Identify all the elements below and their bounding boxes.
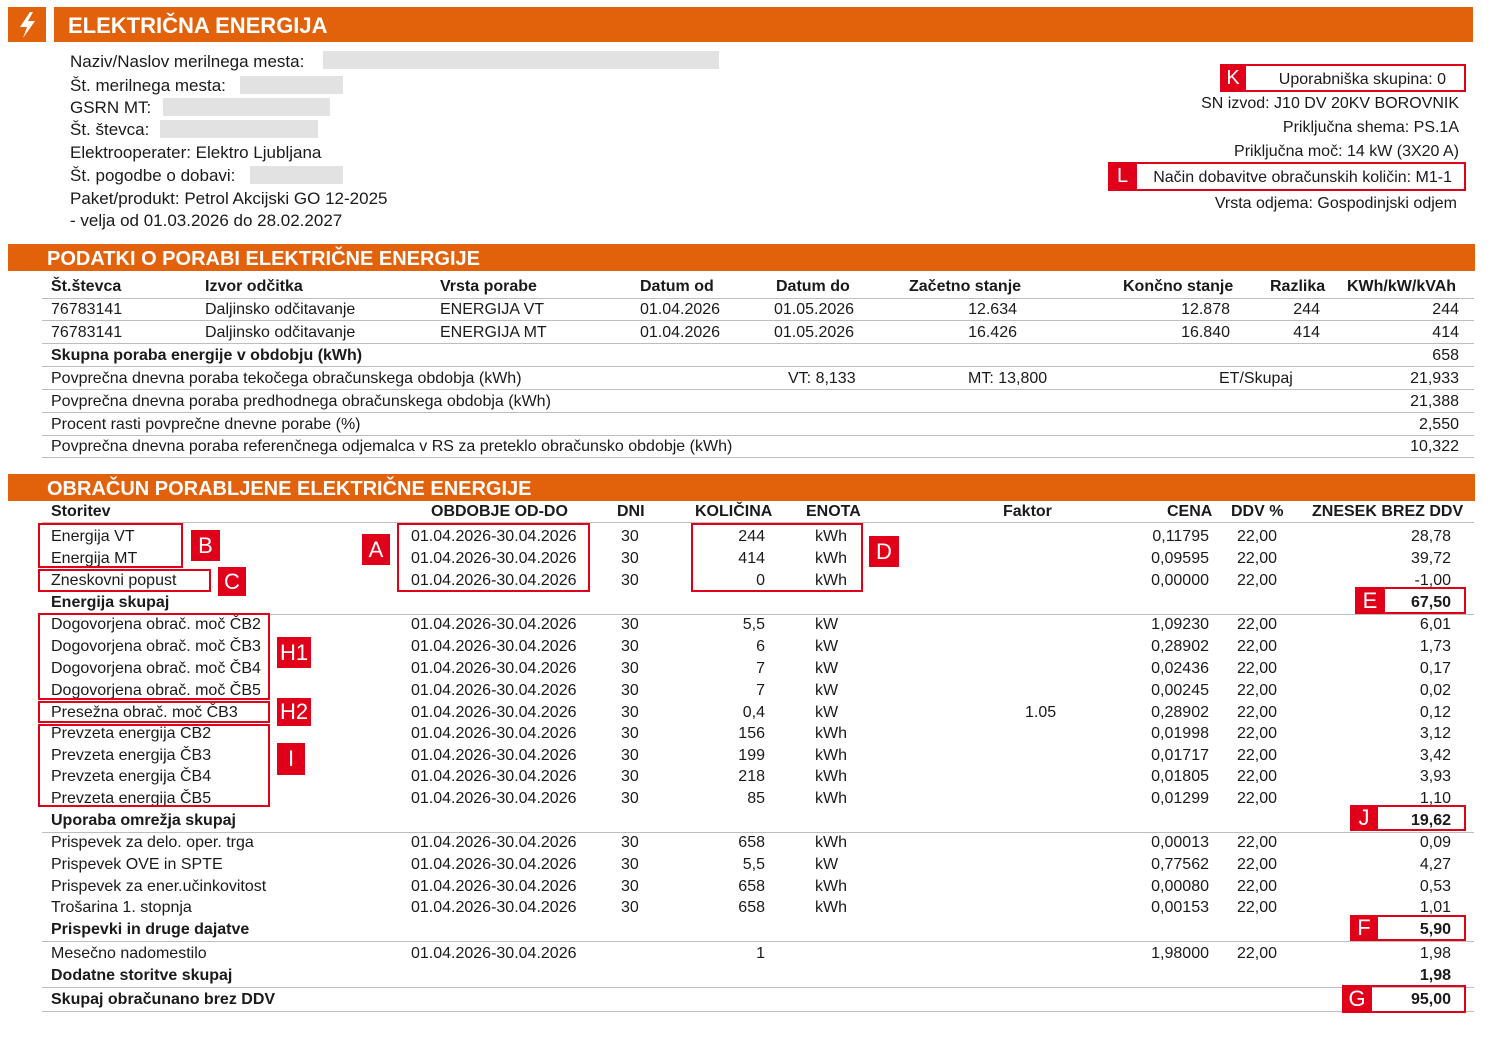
- billing-amount: 67,50: [1410, 594, 1451, 611]
- billing-service: Energija MT: [51, 550, 138, 567]
- billing-quantity: 1: [756, 945, 765, 962]
- billing-days: 30: [621, 682, 639, 699]
- end-state: 12.878: [1181, 301, 1230, 318]
- billing-unit: kW: [815, 616, 839, 633]
- col-days: DNI: [617, 503, 645, 520]
- col-reading-source: Izvor odčitka: [205, 278, 303, 295]
- billing-service: Presežna obrač. moč ČB3: [51, 704, 238, 721]
- billing-vat: 22,00: [1236, 945, 1277, 962]
- billing-amount: 28,78: [1410, 528, 1451, 545]
- billing-service: Zneskovni popust: [51, 572, 177, 589]
- billing-price: 0,00000: [1151, 572, 1209, 589]
- billing-period: 01.04.2026-30.04.2026: [411, 638, 577, 655]
- billing-amount: 1,01: [1419, 899, 1451, 916]
- customer-address-label: Naziv/Naslov merilnega mesta:: [70, 52, 305, 71]
- col-quantity: KOLIČINA: [695, 503, 773, 520]
- billing-amount: 1,10: [1419, 790, 1451, 807]
- highlight-a: [397, 523, 590, 592]
- billing-vat: 22,00: [1236, 682, 1277, 699]
- billing-vat: 22,00: [1236, 768, 1277, 785]
- billing-price: 0,77562: [1151, 856, 1209, 873]
- billing-quantity: 85: [747, 790, 765, 807]
- billing-period: 01.04.2026-30.04.2026: [411, 834, 577, 851]
- billing-amount: 0,17: [1419, 660, 1451, 677]
- billing-unit: kWh: [815, 725, 847, 742]
- page-title-bar: [54, 7, 1473, 42]
- billing-unit: kW: [815, 682, 839, 699]
- billing-vat: 22,00: [1236, 616, 1277, 633]
- billing-days: 30: [621, 616, 639, 633]
- billing-price: 1,98000: [1151, 945, 1209, 962]
- billing-service: Dogovorjena obrač. moč ČB3: [51, 638, 261, 655]
- billing-amount: 0,09: [1419, 834, 1451, 851]
- billing-vat: 22,00: [1236, 899, 1277, 916]
- divider: [42, 435, 1474, 436]
- billing-price: 0,02436: [1151, 660, 1209, 677]
- billing-service: Energija skupaj: [51, 594, 170, 611]
- billing-quantity: 7: [756, 660, 765, 677]
- billing-unit: kWh: [815, 572, 847, 589]
- date-to: 01.05.2026: [774, 324, 855, 341]
- billing-quantity: 0,4: [742, 704, 765, 721]
- billing-amount: 1,98: [1419, 967, 1451, 984]
- billing-vat: 22,00: [1236, 856, 1277, 873]
- billing-quantity: 199: [738, 747, 765, 764]
- billing-price: 0,01717: [1151, 747, 1209, 764]
- tag-d: D: [869, 536, 899, 567]
- redacted-meter-number: [160, 120, 318, 138]
- billing-amount: 39,72: [1410, 550, 1451, 567]
- billing-vat: 22,00: [1236, 747, 1277, 764]
- billing-price: 0,00080: [1151, 878, 1209, 895]
- sn-feeder-value: SN izvod: J10 DV 20KV BOROVNIK: [1201, 95, 1459, 112]
- avg-prev-value: 21,388: [1410, 393, 1459, 410]
- highlight-l: [1108, 162, 1466, 191]
- billing-service: Prevzeta energija ČB3: [51, 747, 212, 764]
- end-state: 16.840: [1181, 324, 1230, 341]
- redacted-contract-number: [250, 166, 343, 184]
- billing-vat: 22,00: [1236, 528, 1277, 545]
- total-consumption-label: Skupna poraba energije v obdobju (kWh): [51, 347, 363, 364]
- billing-unit: kW: [815, 856, 839, 873]
- billing-unit: kWh: [815, 747, 847, 764]
- billing-service: Prispevek OVE in SPTE: [51, 856, 223, 873]
- billing-vat: 22,00: [1236, 550, 1277, 567]
- start-state: 12.634: [968, 301, 1017, 318]
- col-amount: ZNESEK BREZ DDV: [1312, 503, 1464, 520]
- divider: [42, 941, 1474, 942]
- billing-period: 01.04.2026-30.04.2026: [411, 878, 577, 895]
- total-consumption-value: 658: [1432, 347, 1459, 364]
- billing-price: 0,00153: [1151, 899, 1209, 916]
- operator-label: Elektrooperater: Elektro Ljubljana: [70, 143, 322, 162]
- difference: 414: [1293, 324, 1320, 341]
- divider: [42, 1011, 1474, 1012]
- billing-period: 01.04.2026-30.04.2026: [411, 899, 577, 916]
- col-consumption-type: Vrsta porabe: [440, 278, 537, 295]
- consumption-type: ENERGIJA VT: [440, 301, 545, 318]
- redacted-gsrn: [163, 98, 330, 116]
- billing-service: Dogovorjena obrač. moč ČB5: [51, 682, 261, 699]
- billing-amount: 3,93: [1419, 768, 1451, 785]
- billing-unit: kWh: [815, 834, 847, 851]
- billing-quantity: 658: [738, 899, 765, 916]
- growth-label: Procent rasti povprečne dnevne porabe (%): [51, 416, 361, 433]
- col-difference: Razlika: [1270, 278, 1326, 295]
- billing-days: 30: [621, 878, 639, 895]
- billing-quantity: 0: [756, 572, 765, 589]
- billing-days: 30: [621, 834, 639, 851]
- validity-label: - velja od 01.03.2026 do 28.02.2027: [70, 211, 343, 230]
- tag-e: E: [1355, 587, 1385, 614]
- highlight-k: [1220, 64, 1466, 92]
- contract-number-label: Št. pogodbe o dobavi:: [70, 166, 236, 185]
- redacted-metering-point: [240, 76, 343, 94]
- billing-unit: kWh: [815, 899, 847, 916]
- user-group-value: Uporabniška skupina: 0: [1278, 71, 1446, 88]
- billing-vat: 22,00: [1236, 725, 1277, 742]
- billing-amount: 1,98: [1419, 945, 1451, 962]
- lightning-icon: [8, 7, 46, 42]
- billing-quantity: 156: [738, 725, 765, 742]
- billing-unit: kWh: [815, 790, 847, 807]
- consumption-type-value: Vrsta odjema: Gospodinjski odjem: [1214, 195, 1457, 212]
- redacted-address: [323, 51, 719, 69]
- billing-price: 1,09230: [1151, 616, 1209, 633]
- billing-days: 30: [621, 704, 639, 721]
- avg-mt: MT: 13,800: [968, 370, 1048, 387]
- billing-days: 30: [621, 856, 639, 873]
- tag-j: J: [1350, 805, 1378, 831]
- highlight-d: [691, 523, 863, 592]
- highlight-i: [38, 724, 270, 807]
- reference-label: Povprečna dnevna poraba referenčnega odjemalca v RS za preteklo obračunsko obdobje (kWh): [51, 438, 733, 455]
- billing-amount: 6,01: [1419, 616, 1451, 633]
- billing-unit: kW: [815, 704, 839, 721]
- tag-g: G: [1342, 985, 1372, 1013]
- billing-period: 01.04.2026-30.04.2026: [411, 790, 577, 807]
- billing-vat: 22,00: [1236, 660, 1277, 677]
- highlight-h1: [38, 613, 270, 700]
- billing-vat: 22,00: [1236, 834, 1277, 851]
- col-vat: DDV %: [1231, 503, 1284, 520]
- billing-quantity: 7: [756, 682, 765, 699]
- billing-amount: 3,42: [1419, 747, 1451, 764]
- billing-period: 01.04.2026-30.04.2026: [411, 856, 577, 873]
- billing-amount: 95,00: [1410, 991, 1451, 1008]
- billing-service: Mesečno nadomestilo: [51, 945, 207, 962]
- billing-quantity: 244: [738, 528, 765, 545]
- billing-amount: 3,12: [1419, 725, 1451, 742]
- meter-id: 76783141: [51, 324, 123, 341]
- billing-quantity: 6: [756, 638, 765, 655]
- product-label: Paket/produkt: Petrol Akcijski GO 12-2025: [70, 189, 388, 208]
- billing-unit: kW: [815, 660, 839, 677]
- billing-days: 30: [621, 725, 639, 742]
- billing-days: 30: [621, 768, 639, 785]
- meter-number-label: Št. števca:: [70, 120, 150, 139]
- billing-vat: 22,00: [1236, 638, 1277, 655]
- billing-period: 01.04.2026-30.04.2026: [411, 550, 577, 567]
- billing-unit: kWh: [815, 550, 847, 567]
- billing-quantity: 414: [738, 550, 765, 567]
- col-kwh: KWh/kW/kVAh: [1347, 278, 1457, 295]
- divider: [42, 832, 1474, 833]
- billing-price: 0,00245: [1151, 682, 1209, 699]
- col-date-to: Datum do: [776, 278, 850, 295]
- billing-quantity: 658: [738, 878, 765, 895]
- col-period: OBDOBJE OD-DO: [431, 503, 568, 520]
- connection-power-value: Priključna moč: 14 kW (3X20 A): [1234, 143, 1459, 160]
- divider: [42, 987, 1474, 988]
- billing-amount: -1,00: [1414, 572, 1451, 589]
- tag-k: K: [1220, 64, 1246, 92]
- billing-service: Trošarina 1. stopnja: [51, 899, 192, 916]
- col-meter: Št.števca: [51, 278, 122, 295]
- growth-value: 2,550: [1418, 416, 1459, 433]
- billing-days: 30: [621, 638, 639, 655]
- date-from: 01.04.2026: [640, 301, 721, 318]
- billing-quantity: 218: [738, 768, 765, 785]
- billing-days: 30: [621, 899, 639, 916]
- tag-h1: H1: [277, 637, 311, 668]
- billing-price: 0,28902: [1151, 704, 1209, 721]
- billing-days: 30: [621, 550, 639, 567]
- billing-service: Prispevek za delo. oper. trga: [51, 834, 254, 851]
- tag-l: L: [1108, 162, 1137, 191]
- highlight-h2: [38, 701, 270, 723]
- billing-service: Dogovorjena obrač. moč ČB2: [51, 616, 261, 633]
- billing-price: 0,00013: [1151, 834, 1209, 851]
- tag-b: B: [191, 530, 220, 561]
- billing-days: 30: [621, 660, 639, 677]
- divider: [42, 320, 1474, 321]
- billing-unit: kWh: [815, 768, 847, 785]
- avg-vt: VT: 8,133: [788, 370, 856, 387]
- page-title: ELEKTRIČNA ENERGIJA: [68, 13, 328, 38]
- highlight-b: [38, 523, 183, 568]
- billing-amount: 5,90: [1419, 921, 1451, 938]
- highlight-c: [38, 569, 211, 592]
- billing-vat: 22,00: [1236, 878, 1277, 895]
- billing-period: 01.04.2026-30.04.2026: [411, 682, 577, 699]
- billing-price: 0,01998: [1151, 725, 1209, 742]
- billing-period: 01.04.2026-30.04.2026: [411, 616, 577, 633]
- avg-et: ET/Skupaj: [1219, 370, 1293, 387]
- col-service: Storitev: [51, 503, 111, 520]
- billing-vat: 22,00: [1236, 790, 1277, 807]
- col-factor: Faktor: [1003, 503, 1052, 520]
- billing-amount: 19,62: [1410, 812, 1451, 829]
- gsrn-label: GSRN MT:: [70, 98, 152, 117]
- divider: [42, 343, 1474, 344]
- tag-h2: H2: [277, 698, 311, 726]
- divider: [42, 389, 1474, 390]
- reference-value: 10,322: [1410, 438, 1459, 455]
- section-header-electricity: [8, 7, 46, 42]
- tag-a: A: [362, 534, 390, 565]
- billing-quantity: 5,5: [742, 856, 765, 873]
- billing-service: Skupaj obračunano brez DDV: [51, 991, 276, 1008]
- billing-amount: 0,02: [1419, 682, 1451, 699]
- consumption-section-bar: [8, 244, 1475, 271]
- billing-price: 0,28902: [1151, 638, 1209, 655]
- connection-scheme-value: Priključna shema: PS.1A: [1282, 119, 1459, 136]
- billing-days: 30: [621, 572, 639, 589]
- billing-period: 01.04.2026-30.04.2026: [411, 747, 577, 764]
- billing-price: 0,11795: [1152, 528, 1209, 545]
- reading-source: Daljinsko odčitavanje: [205, 324, 356, 341]
- tag-i: I: [277, 743, 305, 775]
- billing-period: 01.04.2026-30.04.2026: [411, 704, 577, 721]
- billing-service: Prispevki in druge dajatve: [51, 921, 250, 938]
- billing-service: Prispevek za ener.učinkovitost: [51, 878, 267, 895]
- billing-quantity: 658: [738, 834, 765, 851]
- date-from: 01.04.2026: [640, 324, 721, 341]
- billing-amount: 0,53: [1419, 878, 1451, 895]
- col-start-state: Začetno stanje: [909, 278, 1022, 295]
- billing-days: 30: [621, 528, 639, 545]
- col-price: CENA: [1167, 503, 1213, 520]
- billing-period: 01.04.2026-30.04.2026: [411, 945, 577, 962]
- col-unit: ENOTA: [806, 503, 861, 520]
- billing-service: Energija VT: [51, 528, 135, 545]
- consumption-type: ENERGIJA MT: [440, 324, 547, 341]
- billing-days: 30: [621, 747, 639, 764]
- billing-section-bar: [8, 474, 1475, 501]
- billing-section-title: OBRAČUN PORABLJENE ELEKTRIČNE ENERGIJE: [47, 478, 532, 500]
- billing-amount: 0,12: [1419, 704, 1451, 721]
- tag-c: C: [218, 567, 246, 596]
- divider: [42, 366, 1474, 367]
- billing-service: Prevzeta energija ČB2: [51, 725, 212, 742]
- col-date-from: Datum od: [640, 278, 714, 295]
- billing-quantity: 5,5: [742, 616, 765, 633]
- billing-service: Dogovorjena obrač. moč ČB4: [51, 660, 261, 677]
- tag-f: F: [1350, 915, 1378, 941]
- billing-service: Prevzeta energija ČB4: [51, 768, 212, 785]
- billing-period: 01.04.2026-30.04.2026: [411, 528, 577, 545]
- avg-prev-label: Povprečna dnevna poraba predhodnega obračunskega obdobja (kWh): [51, 393, 551, 410]
- billing-period: 01.04.2026-30.04.2026: [411, 660, 577, 677]
- reading-source: Daljinsko odčitavanje: [205, 301, 356, 318]
- kwh: 414: [1432, 324, 1459, 341]
- difference: 244: [1293, 301, 1320, 318]
- billing-factor: 1.05: [1025, 704, 1057, 721]
- billing-service: Prevzeta energija ČB5: [51, 790, 212, 807]
- billing-unit: kWh: [815, 878, 847, 895]
- billing-price: 0,09595: [1151, 550, 1209, 567]
- divider: [42, 298, 1474, 299]
- billing-service: Uporaba omrežja skupaj: [51, 812, 236, 829]
- divider: [42, 457, 1474, 458]
- billing-unit: kW: [815, 638, 839, 655]
- billing-days: 30: [621, 790, 639, 807]
- billing-period: 01.04.2026-30.04.2026: [411, 725, 577, 742]
- billing-amount: 4,27: [1419, 856, 1451, 873]
- col-end-state: Končno stanje: [1123, 278, 1234, 295]
- billing-price: 0,01805: [1151, 768, 1209, 785]
- date-to: 01.05.2026: [774, 301, 855, 318]
- consumption-section-title: PODATKI O PORABI ELEKTRIČNE ENERGIJE: [47, 248, 481, 270]
- avg-current-value: 21,933: [1410, 370, 1459, 387]
- delivery-method-value: Način dobavitve obračunskih količin: M1-1: [1153, 169, 1452, 186]
- avg-current-label: Povprečna dnevna poraba tekočega obračunskega obdobja (kWh): [51, 370, 522, 387]
- billing-unit: kWh: [815, 528, 847, 545]
- billing-vat: 22,00: [1236, 704, 1277, 721]
- billing-vat: 22,00: [1236, 572, 1277, 589]
- billing-period: 01.04.2026-30.04.2026: [411, 572, 577, 589]
- billing-period: 01.04.2026-30.04.2026: [411, 768, 577, 785]
- kwh: 244: [1432, 301, 1459, 318]
- divider: [42, 412, 1474, 413]
- metering-point-label: Št. merilnega mesta:: [70, 76, 226, 95]
- billing-amount: 1,73: [1419, 638, 1451, 655]
- start-state: 16.426: [968, 324, 1017, 341]
- billing-price: 0,01299: [1151, 790, 1209, 807]
- meter-id: 76783141: [51, 301, 123, 318]
- billing-service: Dodatne storitve skupaj: [51, 967, 233, 984]
